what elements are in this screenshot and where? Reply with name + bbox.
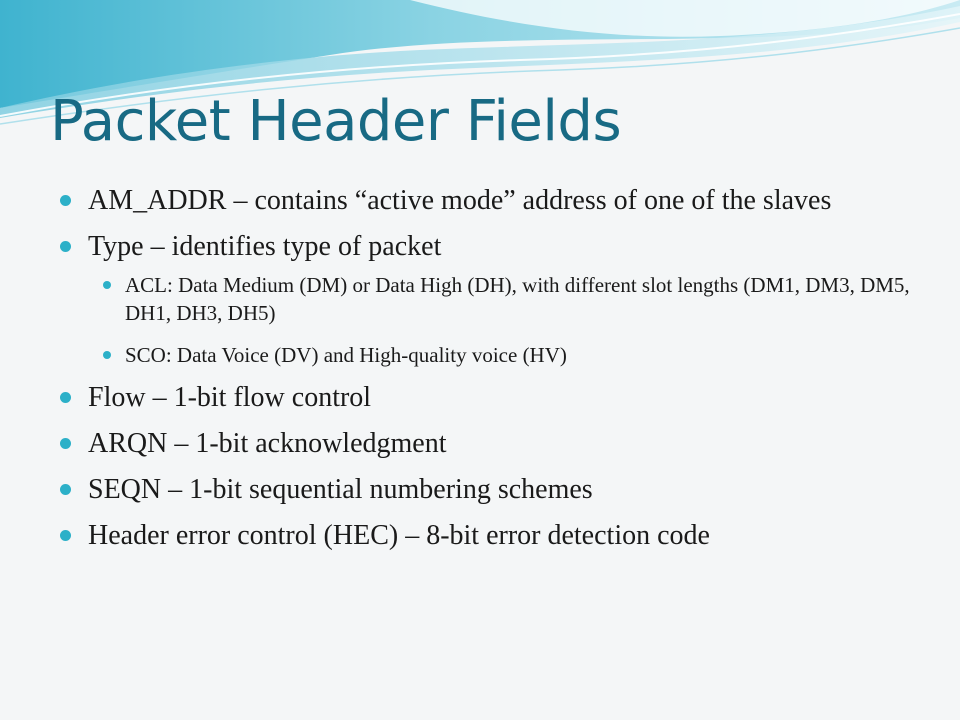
sub-bullet-dot-icon bbox=[103, 351, 111, 359]
bullet-dot-icon bbox=[60, 530, 71, 541]
bullet-text: Flow – 1-bit flow control bbox=[88, 382, 372, 413]
bullet-dot-icon bbox=[60, 241, 71, 252]
bullet-text: AM_ADDR – contains “active mode” address of one of the slaves bbox=[88, 185, 832, 216]
bullet-text: ARQN – 1-bit acknowledgment bbox=[88, 428, 447, 459]
bullet-dot-icon bbox=[60, 484, 71, 495]
sub-bullet-text: ACL: Data Medium (DM) or Data High (DH), with different slot lengths (DM1, DM3, DM5, DH1, DH3, DH5) bbox=[125, 273, 910, 325]
bullet-dot-icon bbox=[60, 195, 71, 206]
bullet-item bbox=[60, 380, 920, 415]
bullet-item bbox=[60, 472, 920, 507]
bullet-text: Header error control (HEC) – 8-bit error detection code bbox=[88, 520, 710, 551]
bullet-dot-icon bbox=[60, 438, 71, 449]
bullet-text: SEQN – 1-bit sequential numbering schemes bbox=[88, 474, 593, 505]
slide-title: Packet Header Fields bbox=[50, 89, 622, 154]
sub-bullet-text: SCO: Data Voice (DV) and High-quality voice (HV) bbox=[125, 343, 567, 367]
bullet-item bbox=[60, 229, 920, 369]
sub-bullet-dot-icon bbox=[103, 281, 111, 289]
sub-bullet-list bbox=[88, 271, 920, 369]
bullet-item bbox=[60, 518, 920, 553]
sub-bullet-item bbox=[88, 271, 920, 327]
bullet-list bbox=[60, 183, 920, 564]
bullet-text: Type – identifies type of packet bbox=[88, 231, 442, 262]
bullet-item bbox=[60, 183, 920, 218]
bullet-item bbox=[60, 426, 920, 461]
bullet-dot-icon bbox=[60, 392, 71, 403]
sub-bullet-item bbox=[88, 341, 920, 369]
